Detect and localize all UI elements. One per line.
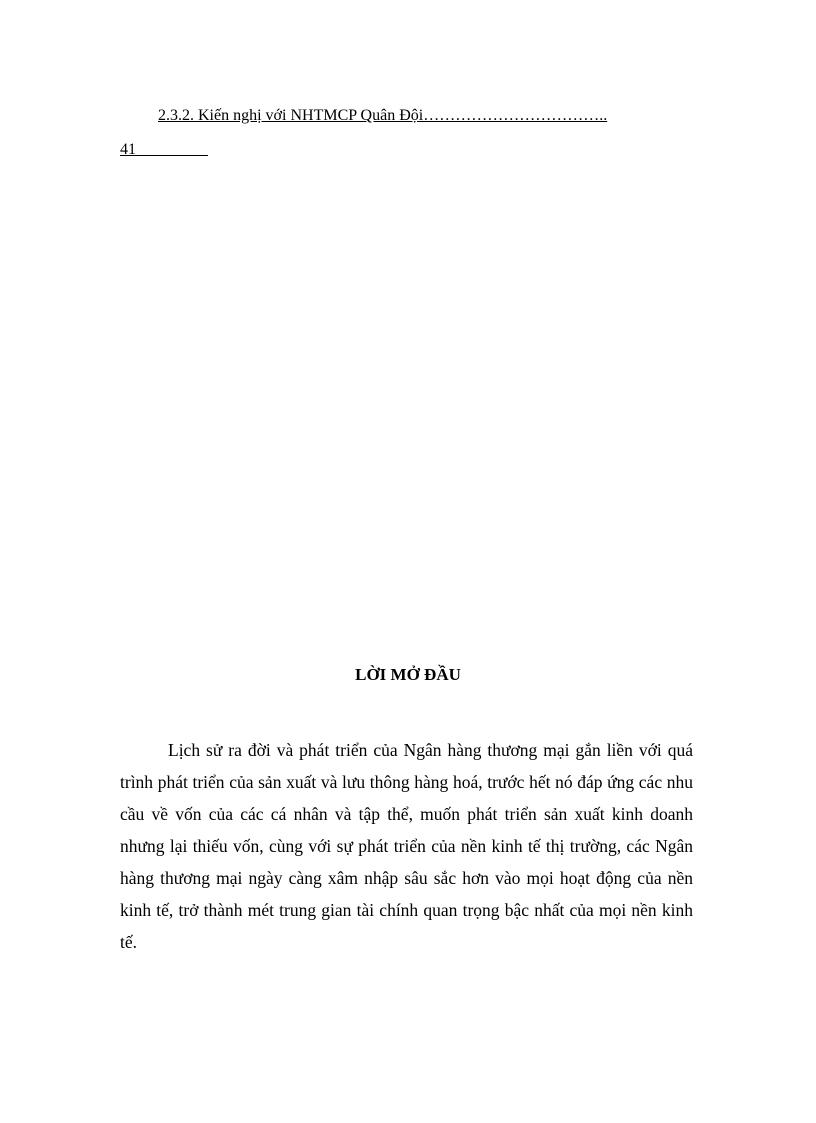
toc-entry-text: 2.3.2. Kiến nghị với NHTMCP Quân Đội……………………………..: [158, 107, 608, 124]
toc-entry-page-number: 41: [120, 141, 208, 158]
toc-entry: [120, 106, 685, 126]
section-title: LỜI MỞ ĐẦU: [355, 665, 461, 684]
intro-paragraph: Lịch sử ra đời và phát triển của Ngân hàng thương mại gắn liền với quá trình phát triển của sản xuất và lưu thông hàng hoá, trước hết nó đáp ứng các nhu cầu về vốn của các cá nhân và tập thể, muốn phát triển sản xuất kinh doanh nhưng lại thiếu vốn, cùng với sự phát triển của nền kinh tế thị trường, các Ngân hàng thương mại ngày càng xâm nhập sâu sắc hơn vào mọi hoạt động của nền kinh tế, trở thành mét trung gian tài chính quan trọng bậc nhất của mọi nền kinh tế.: [120, 740, 693, 952]
